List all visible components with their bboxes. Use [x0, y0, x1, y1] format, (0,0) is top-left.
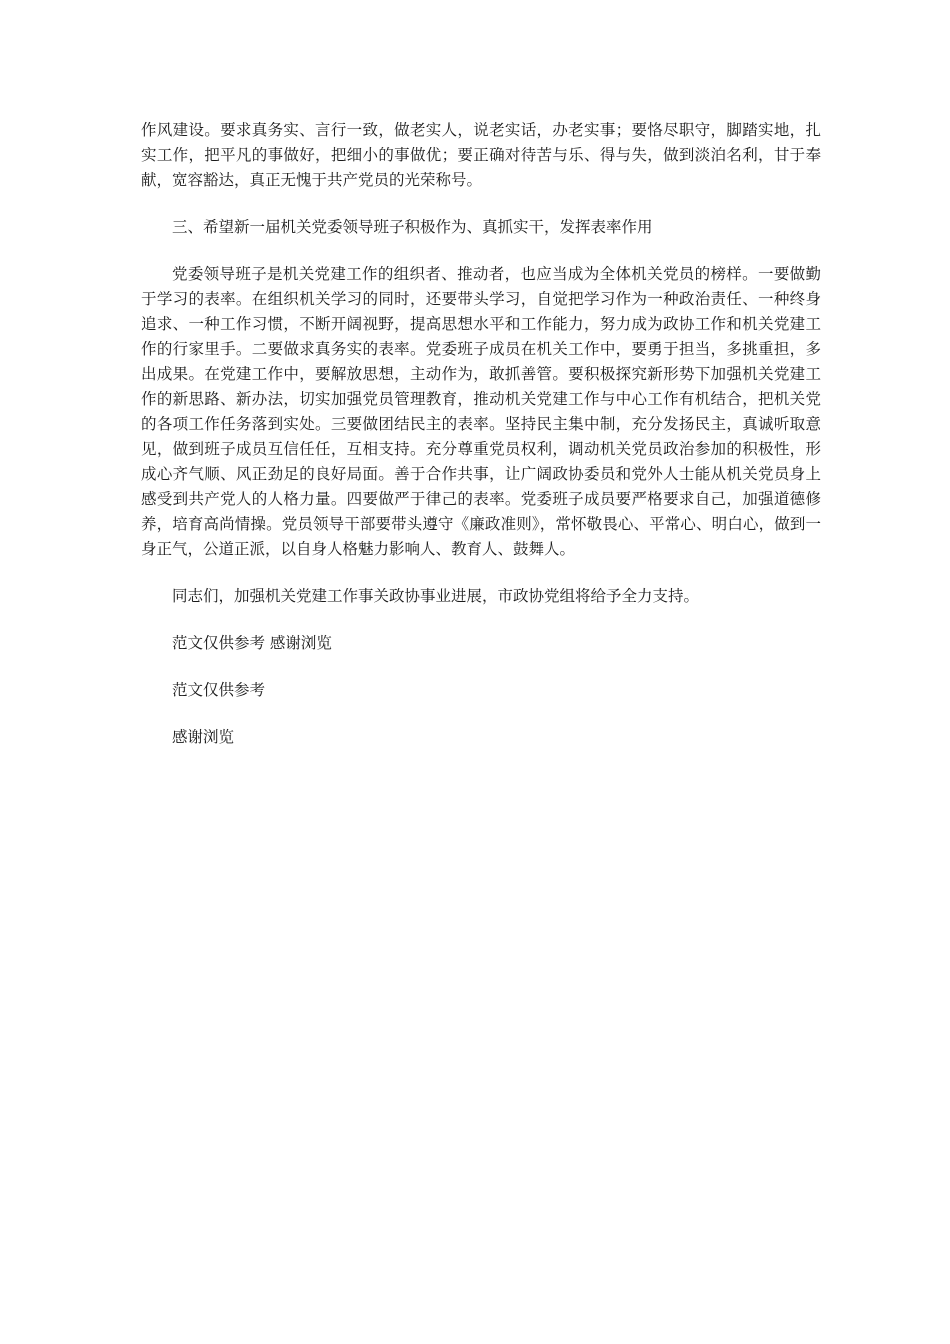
document-body	[141, 118, 821, 772]
footer-line-reference: 范文仅供参考	[172, 681, 266, 699]
footer-line-reference-thanks: 范文仅供参考 感谢浏览	[172, 634, 332, 652]
paragraph-leadership: 党委领导班子是机关党建工作的组织者、推动者，也应当成为全体机关党员的榜样。一要做勤于学习的表率。在组织机关学习的同时，还要带头学习，自觉把学习作为一种政治责任、一种终身追求、一种工作习惯，不断开阔视野，提高思想水平和工作能力，努力成为政协工作和机关党建工作的行家里手。二要做求真务实的表率。党委班子成员在机关工作中，要勇于担当，多挑重担，多出成果。在党建工作中，要解放思想，主动作为，敢抓善管。要积极探究新形势下加强机关党建工作的新思路、新办法，切实加强党员管理教育，推动机关党建工作与中心工作有机结合，把机关党的各项工作任务落到实处。三要做团结民主的表率。坚持民主集中制，充分发扬民主，真诚听取意见，做到班子成员互信任任，互相支持。充分尊重党员权利，调动机关党员政治参加的积极性，形成心齐气顺、风正劲足的良好局面。善于合作共事，让广阔政协委员和党外人士能从机关党员身上感受到共产党人的人格力量。四要做严于律己的表率。党委班子成员要严格要求自己，加强道德修养，培育高尚情操。党员领导干部要带头遵守《廉政准则》，常怀敬畏心、平常心、明白心，做到一身正气，公道正派，以自身人格魅力影响人、教育人、鼓舞人。	[141, 265, 821, 558]
footer-line-thanks: 感谢浏览	[172, 728, 235, 746]
paragraph-closing: 同志们，加强机关党建工作事关政协事业进展，市政协党组将给予全力支持。	[172, 587, 700, 605]
section-heading-three: 三、希望新一届机关党委领导班子积极作为、真抓实干，发挥表率作用	[172, 218, 653, 236]
paragraph-conduct: 作风建设。要求真务实、言行一致，做老实人，说老实话，办老实事；要恪尽职守，脚踏实地，扎实工作，把平凡的事做好，把细小的事做优；要正确对待苦与乐、得与失，做到淡泊名利，甘于奉献，宽容豁达，真正无愧于共产党员的光荣称号。	[141, 121, 821, 189]
